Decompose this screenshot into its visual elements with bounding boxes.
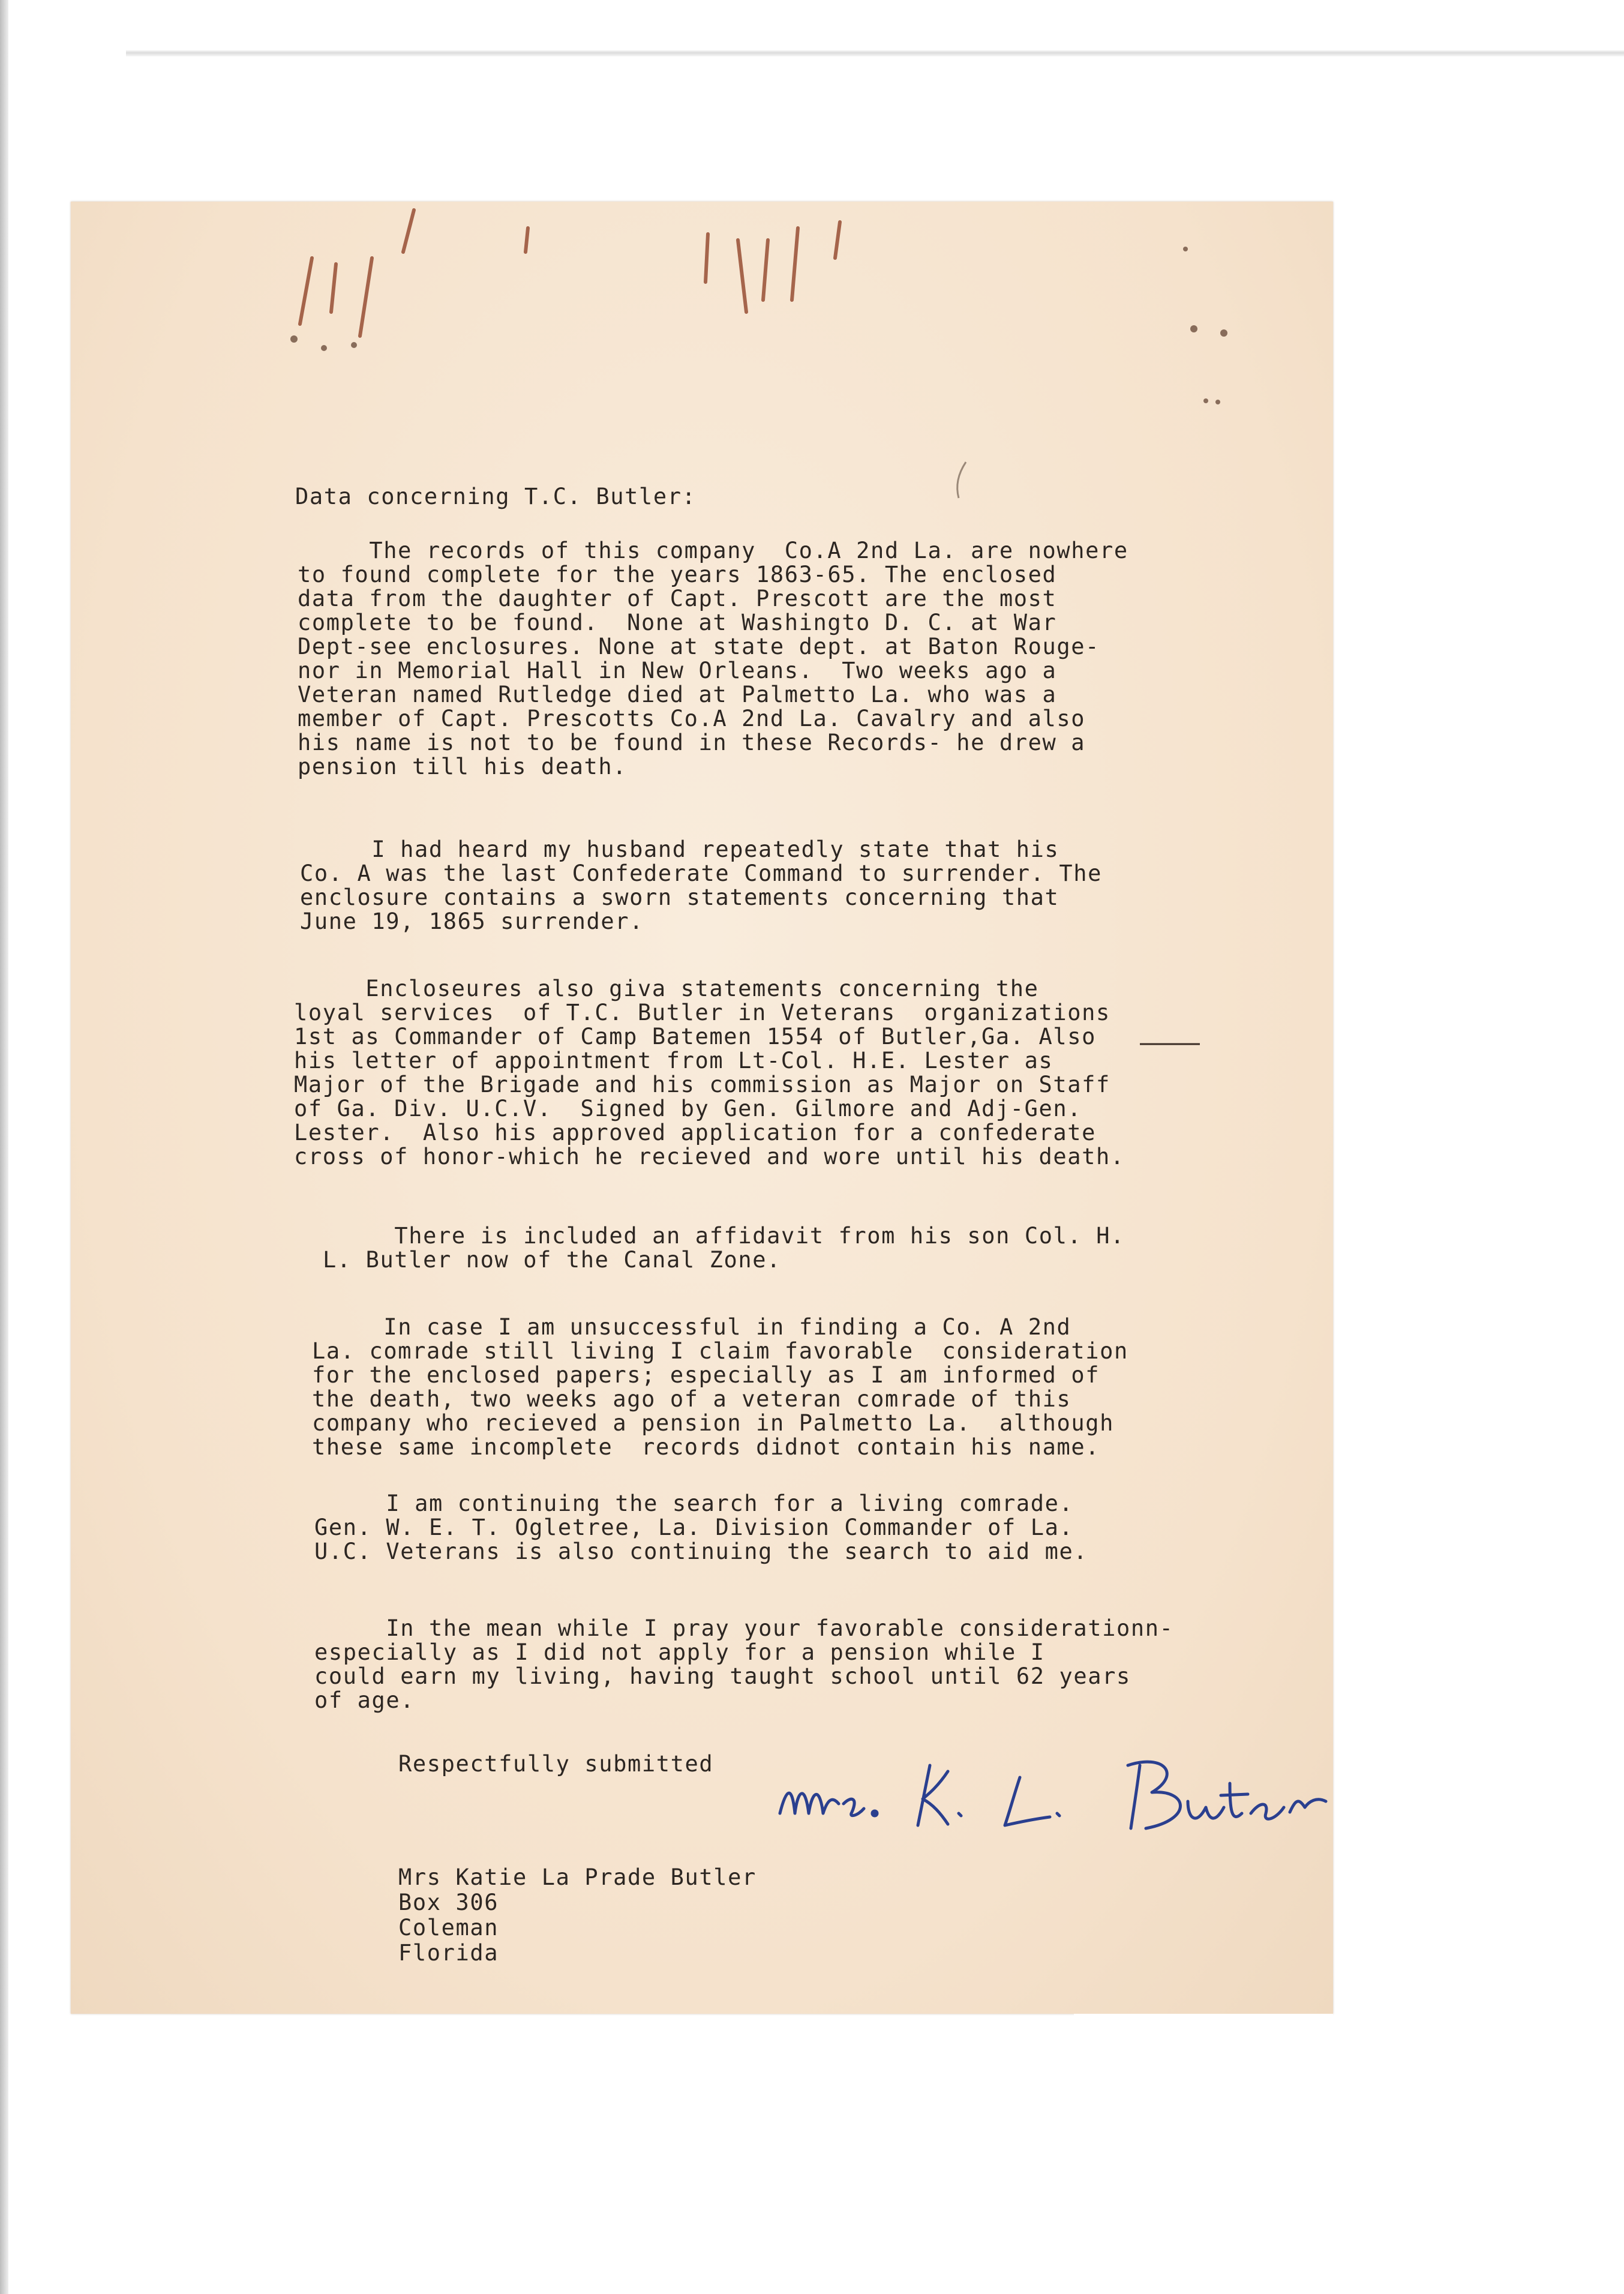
paragraph-consideration: In the mean while I pray your favorable considerationn- especially as I did not apply for a pension while I could earn my living, having taught school until 62 years of age. bbox=[314, 1615, 1174, 1713]
stain-mark bbox=[763, 240, 768, 300]
speck bbox=[1190, 325, 1197, 332]
paragraph-records: The records of this company Co.A 2nd La. are nowhere to found complete for the years 1863-65. The enclosed data from the daughter of Capt. Prescott are the most complete to be found. None at Washingto D. C. at War Dept-see enclosures. None at state dept. at Baton Rouge- nor in Memorial Hall in New Orleans. Two weeks ago a Veteran named Rutledge died at Palmetto La. who was a member of Capt. Prescotts Co.A 2nd La. Cavalry and also his name is not to be found in these Records- he drew a pension till his death. bbox=[298, 538, 1128, 779]
closing-line: Respectfully submitted bbox=[398, 1751, 714, 1777]
stain-mark bbox=[300, 258, 312, 324]
stain-mark bbox=[738, 240, 746, 312]
stain-mark bbox=[403, 210, 414, 252]
stain-mark bbox=[792, 228, 798, 300]
address-name: Mrs Katie La Prade Butler bbox=[398, 1864, 757, 1890]
document-heading: Data concerning T.C. Butler: bbox=[295, 484, 697, 509]
speck bbox=[1215, 400, 1220, 404]
speck bbox=[1183, 247, 1188, 251]
speck bbox=[351, 342, 357, 348]
address-box: Box 306 bbox=[398, 1890, 499, 1915]
speck bbox=[1203, 398, 1208, 403]
stain-mark bbox=[706, 234, 708, 282]
paragraph-surrender: I had heard my husband repeatedly state that his Co. A was the last Confederate Command to surrender. The enclosure contains a sworn statements concerning that June 19, 1865 surrender. bbox=[300, 836, 1103, 934]
speck bbox=[1220, 329, 1227, 337]
sender-address bbox=[398, 1865, 1490, 1966]
paragraph-affidavit: There is included an affidavit from his son Col. H. L. Butler now of the Canal Zone. bbox=[323, 1223, 1125, 1273]
stain-mark bbox=[526, 228, 528, 252]
stain-mark bbox=[835, 222, 840, 258]
stain-mark bbox=[331, 264, 336, 312]
paragraph-enclosures: Encloseures also giva statements concerning the loyal services of T.C. Butler in Veterans organizations 1st as Commander of Camp Batemen 1554 of Butler,Ga. Also his letter of appointment from Lt-Col. H.E. Lester as Major of the Brigade and his commission as Major on Staff of Ga. Div. U.C.V. Signed by Gen. Gilmore and Adj-Gen. Lester. Also his approved application for a confederate cross of honor-which he recieved and wore until his death. bbox=[294, 976, 1125, 1170]
address-state: Florida bbox=[398, 1940, 499, 1966]
speck bbox=[290, 335, 298, 343]
paragraph-search: I am continuing the search for a living comrade. Gen. W. E. T. Ogletree, La. Division Commander of La. U.C. Veterans is also continuing the search to aid me. bbox=[314, 1491, 1088, 1564]
address-city: Coleman bbox=[398, 1915, 499, 1941]
handwritten-signature bbox=[768, 1741, 1398, 1837]
speck bbox=[321, 345, 327, 351]
paragraph-claim: In case I am unsuccessful in finding a Co. A 2nd La. comrade still living I claim favorable consideration for the enclosed papers; especially as I am informed of the death, two weeks ago of a veteran comrade of this company who recieved a pension in Palmetto La. although these same incomplete records didnot contain his name. bbox=[312, 1314, 1128, 1460]
stain-mark bbox=[360, 258, 372, 336]
